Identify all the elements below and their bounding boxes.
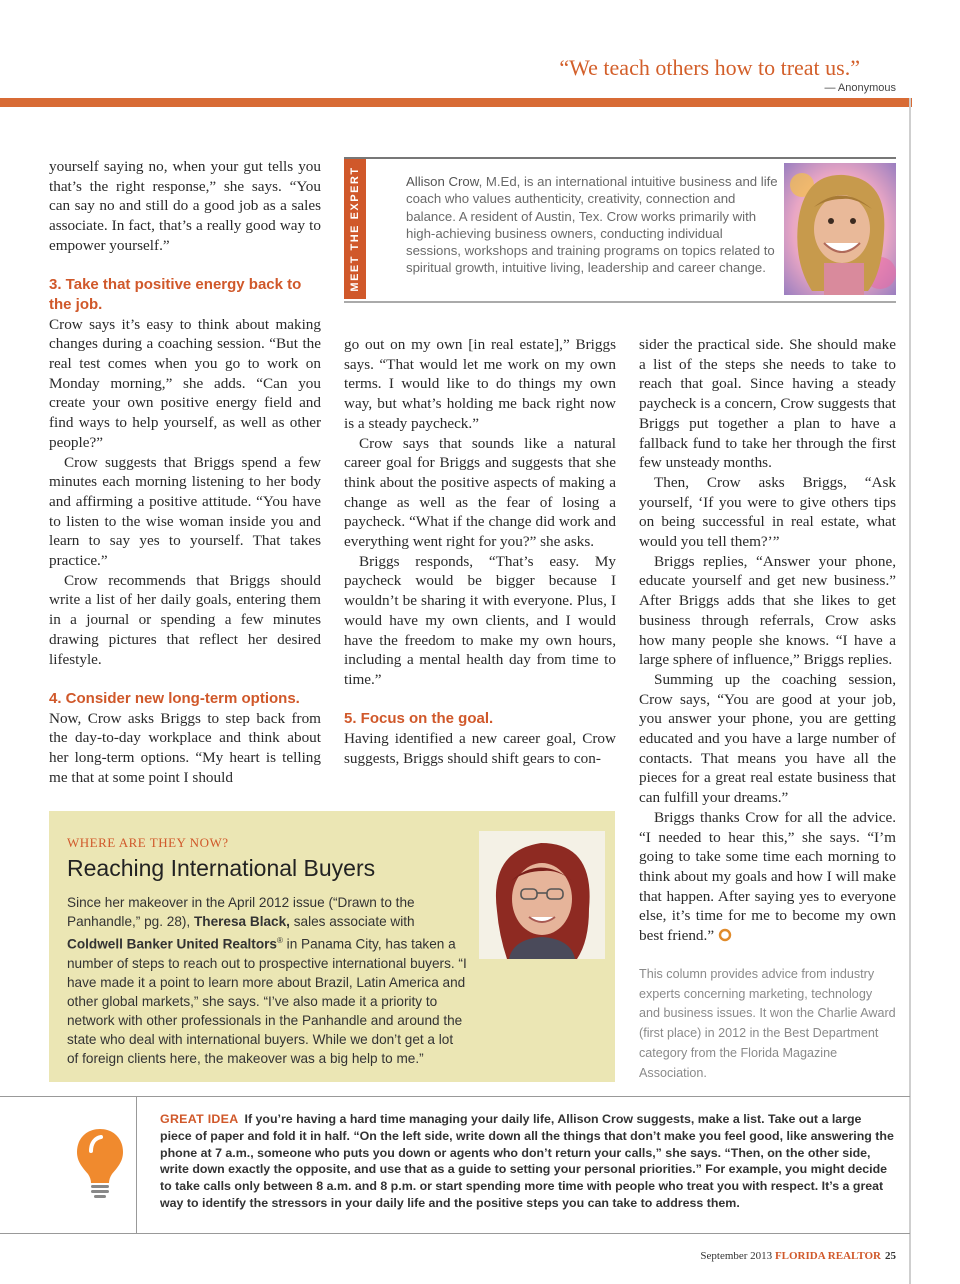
col1-paragraph: Crow suggests that Briggs spend a few minutes each morning listening to her body and affirming a positive attitude. “You have to listen to the wise woman inside you and learn to say yes to yourself. That takes practice.”: [49, 453, 321, 570]
col2-paragraph: Briggs responds, “That’s easy. My paycheck would be bigger because I wouldn’t be sharing it with everyone. Plus, I would have my own clients, and I would have the freedom to make my own hours, including a mental health day from time to time.”: [344, 552, 616, 688]
col1-paragraph: yourself saying no, when your gut tells you that’s the right response,” she says. “You can say no and still do a good job as a sales associate. In fact, that’s a really good way to empower yourself.”: [49, 158, 321, 254]
expert-name: Allison Crow: [406, 174, 479, 189]
sidebar-kicker: WHERE ARE THEY NOW?: [67, 835, 229, 850]
great-idea-divider: [136, 1097, 137, 1233]
lightbulb-icon: [74, 1127, 126, 1199]
col3-paragraph: sider the practical side. She should make a list of the steps she needs to take to reach that goal. Since having a steady paycheck is a concern, Crow suggests that Briggs put together a plan to have a fallback fund to take her through the first few unsteady months.: [639, 336, 896, 472]
sidebar-company: Coldwell Banker United Realtors: [67, 936, 277, 952]
expert-bio: Allison Crow, M.Ed, is an international intuitive business and life coach who values authenticity, creativity, connection and balance. A resident of Austin, Tex. Crow works primarily with high-achieving business owners, conducting individual sessions, workshops and training programs on topics related to spiritual growth, intuitive living, leadership and career change.: [406, 174, 778, 276]
page-footer: [700, 1250, 896, 1262]
column-note: This column provides advice from industry experts concerning marketing, technology and business issues. It won the Charlie Award (first place) in 2012 in the Best Department category from the Florida Magazine Association.: [639, 967, 896, 1080]
col3-paragraph: Then, Crow asks Briggs, “Ask yourself, ‘If you were to give others tips on being successful in real estate, what would you tell them?’”: [639, 473, 896, 551]
great-idea-box: [0, 1096, 910, 1234]
article-column-3: [639, 335, 896, 946]
sidebar-title: Reaching International Buyers: [67, 855, 376, 881]
header-rule: [0, 98, 912, 107]
sidebar-person-name: Theresa Black,: [193, 914, 290, 929]
issue-date: September 2013: [700, 1250, 773, 1262]
pull-quote: “We teach others how to treat us.”: [559, 55, 860, 80]
magazine-name: FLORIDA REALTOR: [774, 1250, 881, 1262]
great-idea-text: GREAT IDEA If you’re having a hard time managing your daily life, Allison Crow suggests, make a list. Take out a large piece of paper and fold it in half. “On the left side, write down all the things that don’t make you feel good, like answering the phone at 7 a.m., someone who puts you down or agents who don’t return your calls,” she says. “Then, on the other side, write down exactly the opposite, and use that as a guide to setting your personal priorities.” For example, you might decide to take calls only between 8 a.m. and 8 p.m. or start spending more time with people who treat you with respect. It’s a great way to identify the stressors in your daily life and the positive steps you can take to address them.: [160, 1112, 894, 1210]
expert-photo: [784, 163, 896, 295]
great-idea-label: GREAT IDEA: [160, 1112, 239, 1126]
col3-paragraph: Briggs thanks Crow for all the advice. “I needed to hear this,” she says. “I’m going to take some time each morning to think about my goals and how I will make that happen. After saying yes to everyone else, it’s time for me to become my own best friend.”: [639, 808, 896, 945]
page-number: 25: [885, 1250, 896, 1262]
col1-paragraph: Crow recommends that Briggs should write a list of her daily goals, entering them in a journal or spending a few minutes drawing pictures that reflect her desired lifestyle.: [49, 571, 321, 668]
col2-paragraph: Crow says that sounds like a natural career goal for Briggs and suggests that she think about the positive aspects of making a change as well as the fear of losing a paycheck. “What if the change did work and everything went right for you?” she asks.: [344, 434, 616, 551]
col3-paragraph: Summing up the coaching session, Crow says, “You are good at your job, you answer your phone, you are getting educated and you have a large number of contacts. That means you have all the pieces for a great real estate business that can fulfill your dreams.”: [639, 670, 896, 807]
end-mark-icon: [718, 928, 732, 942]
where-are-they-now-box: [49, 811, 615, 1082]
col2-paragraph: Having identified a new career goal, Crow suggests, Briggs should shift gears to con-: [344, 730, 616, 767]
section-heading-4: 4. Consider new long-term options.: [49, 689, 300, 707]
article-column-1: [49, 157, 321, 787]
article-column-2: [344, 335, 616, 768]
col2-paragraph: go out on my own [in real estate],” Briggs says. “That would let me work on my own terms. I would like to do things my own way, but what’s holding me back right now is a steady paycheck.”: [344, 336, 616, 432]
col3-paragraph: Briggs replies, “Answer your phone, educate yourself and get new business.” After Briggs adds that she likes to get business through referrals, Crow asks how many people she knows. “I have a large sphere of influence,” Briggs replies.: [639, 552, 896, 669]
meet-the-expert-tab: MEET THE EXPERT: [344, 159, 366, 299]
section-heading-3: 3. Take that positive energy back to the job.: [49, 276, 302, 313]
section-heading-5: 5. Focus on the goal.: [344, 710, 494, 728]
quote-attribution: — Anonymous: [824, 82, 896, 94]
col1-paragraph: Crow says it’s easy to think about making changes during a coaching session. “But the real test comes when you go to work on Monday morning,” she adds. “Can you create your own positive energy field and find ways to help yourself, as well as other people?”: [49, 315, 321, 451]
sidebar-body: Since her makeover in the April 2012 issue (“Drawn to the Panhandle,” pg. 28), Theresa Black, sales associate with Coldwell Banker United Realtors® in Panama City, has taken a number of steps to reach out to prospective international buyers. “I have made it a point to learn more about Brazil, Latin America and other global markets,” she says. “I’ve also made it a priority to network with other professionals in the Panhandle and around the state who deal with international buyers. While we don’t get a lot of foreign clients here, the makeover was a big help to me.”: [67, 895, 467, 1066]
col1-paragraph: Now, Crow asks Briggs to step back from the day-to-day workplace and think about her long-term options. “My heart is telling me that at some point I should: [49, 709, 321, 786]
meet-the-expert-box: [344, 157, 896, 303]
